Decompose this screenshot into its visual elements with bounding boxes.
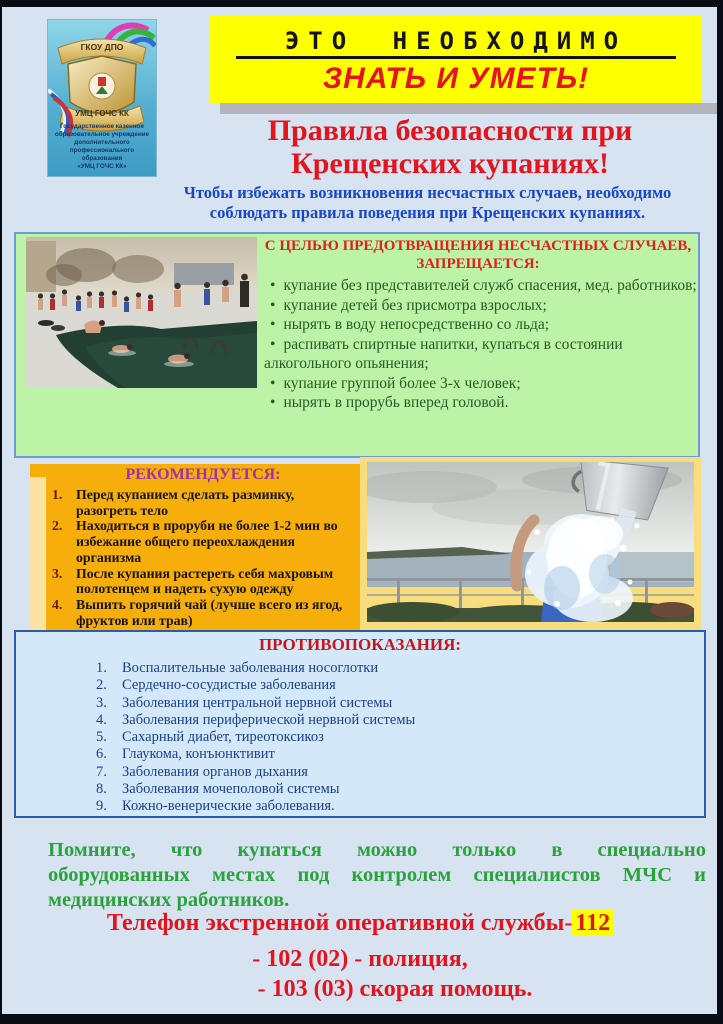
page-subtitle: Чтобы избежать возникновения несчастных случаев, необходимо соблюдать правила поведения при Крещенских купаниях. (183, 183, 672, 222)
list-item: Сердечно-сосудистые заболевания (122, 677, 336, 694)
list-item: • купание детей без присмотра взрослых; (270, 296, 547, 314)
logo-bottom-ribbon-text: УМЦ ГОЧС КК (75, 109, 129, 118)
contraindications-title: ПРОТИВОПОКАЗАНИЯ: (258, 635, 462, 654)
frame-left (0, 0, 2, 1024)
list-item: • нырять в прорубь вперед головой. (270, 394, 509, 411)
banner-underline (236, 56, 676, 59)
bullet-icon: • (270, 374, 276, 392)
organization-name: Государственное казенное образовательное учреждение дополнительного профессионального образования «УМЦ ГОЧС КК» (54, 123, 150, 170)
forbidden-list (264, 276, 706, 413)
banner-shadow (220, 103, 718, 114)
list-item: Выпить горячий чай (лучше всего из ягод, фруктов или трав) (76, 596, 343, 628)
bullet-icon: • (270, 296, 276, 314)
reminder-justified-lines: Помните, что купаться можно только в специально оборудованных местах под контролем специалистов МЧС и (48, 839, 706, 886)
forbidden-title: С ЦЕЛЬЮ ПРЕДОТВРАЩЕНИЯ НЕСЧАСТНЫХ СЛУЧАЕВ, ЗАПРЕЩАЕТСЯ: (264, 238, 692, 272)
ambulance-phone-line: - 103 (03) скорая помощь. (257, 976, 533, 1002)
recommended-title: РЕКОМЕНДУЕТСЯ: (125, 466, 281, 483)
page-title: Правила безопасности при Крещенских купаниях! (267, 114, 633, 180)
list-item: Заболевания органов дыхания (122, 763, 308, 780)
banner-line-2: ЗНАТЬ И УМЕТЬ! (322, 62, 590, 95)
bullet-icon: • (270, 277, 276, 294)
contraindications-section (14, 630, 706, 818)
phone-112-highlight: 112 (572, 910, 613, 936)
list-item: • купание без представителей служб спасения, мед. работников; (270, 277, 697, 294)
list-item: • распивать спиртные напитки, купаться в состоянии алкогольного опьянения; (264, 335, 623, 372)
list-item: Находиться в проруби не более 1-2 мин во избежание общего переохлаждения организма (76, 518, 338, 565)
bullet-icon: • (270, 394, 276, 411)
photo-panel (360, 457, 701, 630)
contraindications-list (96, 660, 686, 816)
banner-line-1: ЭТО НЕОБХОДИМО (284, 27, 628, 55)
list-item: Воспалительные заболевания носоглотки (122, 660, 379, 676)
ice-bucket-pour-photo (367, 462, 694, 622)
bullet-icon: • (270, 316, 276, 333)
winter-ice-hole-bathing-photo (26, 237, 257, 388)
frame-top (0, 0, 723, 7)
reminder-text (48, 838, 706, 913)
list-item: Заболевания центральной нервной системы (122, 694, 393, 711)
logo-top-ribbon-text: ГКОУ ДПО (80, 42, 124, 52)
list-item: После купания растереть себя махровым полотенцем и надеть сухую одежду (76, 565, 334, 597)
list-item: Сахарный диабет, тиреотоксикоз (122, 729, 324, 746)
decorative-stripe (30, 477, 46, 630)
reminder-last-line: медицинских работников. (48, 889, 290, 911)
list-item: • нырять в воду непосредственно со льда; (270, 316, 550, 333)
list-item: Заболевания мочеполовой системы (122, 781, 340, 798)
police-phone-line: - 102 (02) - полиция, (252, 946, 468, 972)
list-item: Перед купанием сделать разминку, разогреть тело (76, 487, 295, 518)
recommended-list (52, 487, 354, 628)
list-item: Кожно-венерические заболевания. (122, 798, 335, 815)
top-banner (210, 15, 702, 103)
list-item: Заболевания периферической нервной системы (122, 711, 416, 728)
organization-logo-card (48, 20, 156, 176)
frame-right (717, 0, 723, 1024)
frame-bottom (0, 1014, 723, 1024)
recommended-section (30, 464, 360, 630)
list-item: Глаукома, конъюнктивит (122, 746, 275, 763)
bullet-icon: • (270, 335, 276, 353)
forbidden-section (14, 232, 700, 458)
list-item: • купание группой более 3-х человек; (270, 374, 521, 392)
emergency-phone-line: Телефон экстренной оперативной службы- 112 (30, 910, 690, 937)
